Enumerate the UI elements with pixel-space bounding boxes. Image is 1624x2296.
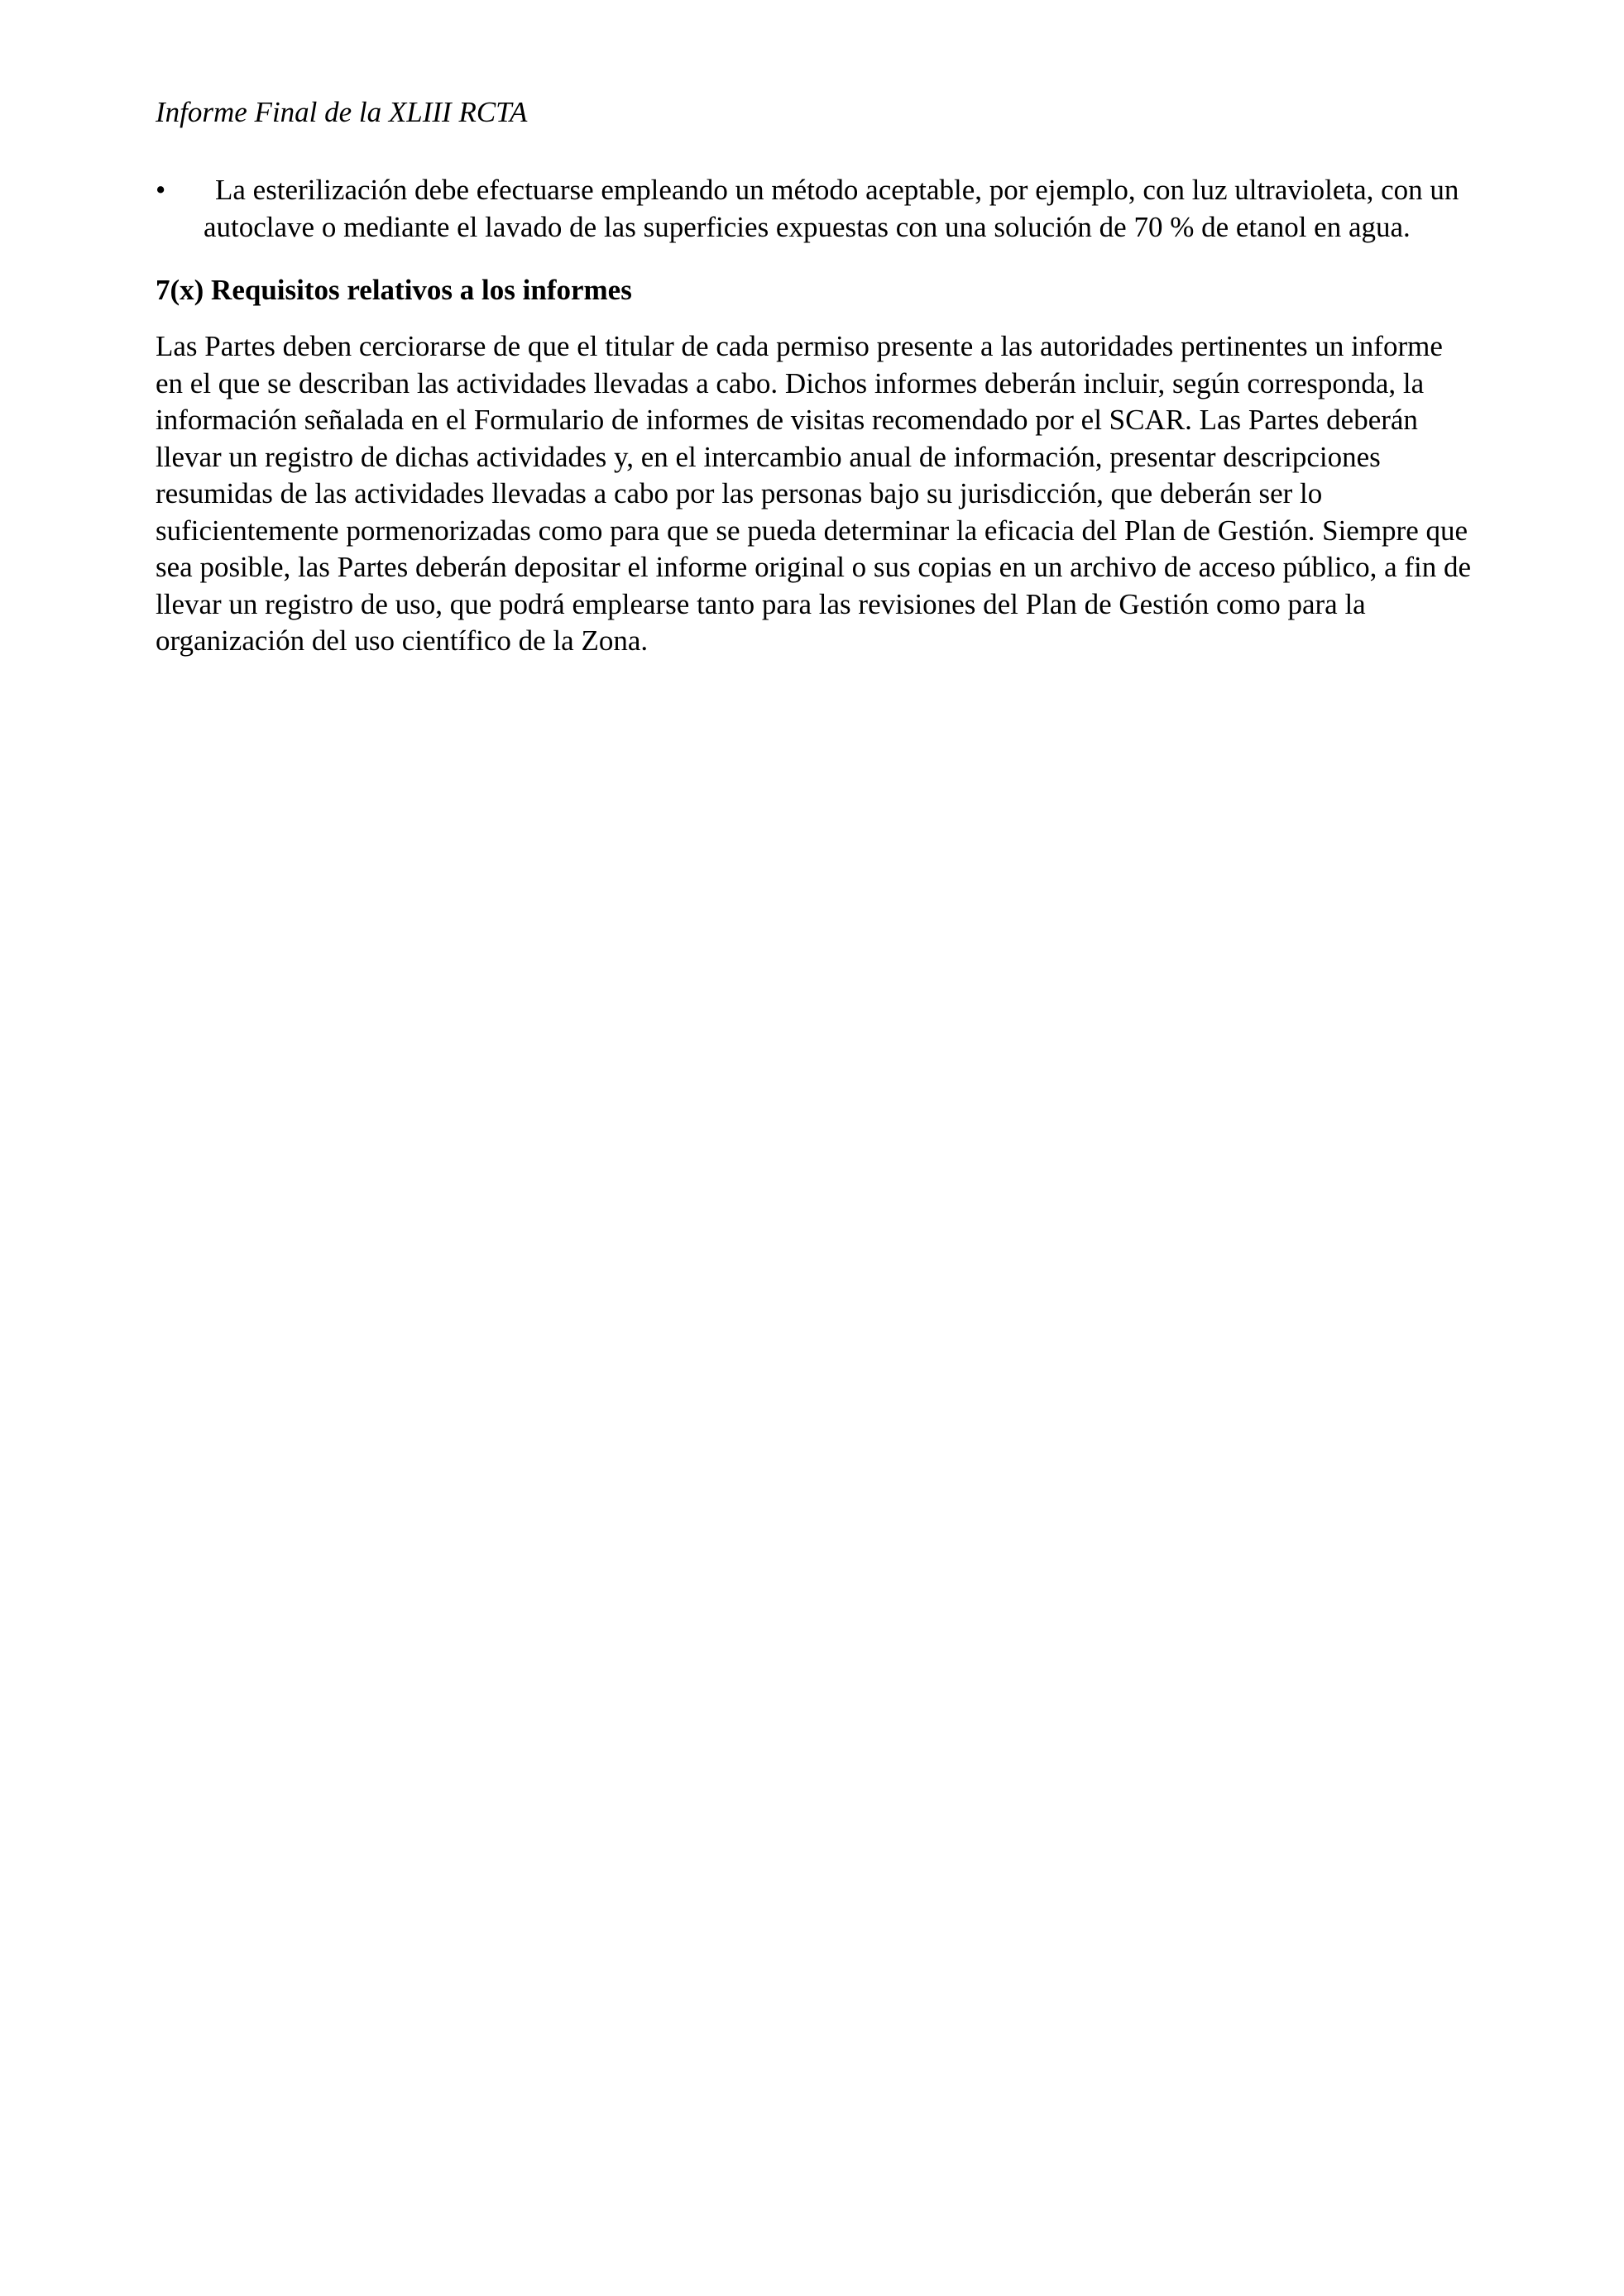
bullet-glyph: • (156, 174, 166, 206)
section-paragraph: Las Partes deben cerciorarse de que el titular de cada permiso presente a las autoridades pertinentes un informe en el que se describan las actividades llevadas a cabo. Dichos informes deberán incluir, según corresponda, la información señalada en el Formulario de informes de visitas recomendado por el SCAR. Las Partes deberán llevar un registro de dichas actividades y, en el intercambio anual de información, presentar descripciones resumidas de las actividades llevadas a cabo por las personas bajo su jurisdicción, que deberán ser lo suficientemente pormenorizadas como para que se pueda determinar la eficacia del Plan de Gestión. Siempre que sea posible, las Partes deberán depositar el informe original o sus copias en un archivo de acceso público, a fin de llevar un registro de uso, que podrá emplearse tanto para las revisiones del Plan de Gestión como para la organización del uso científico de la Zona. (156, 330, 1472, 657)
section-heading: 7(x) Requisitos relativos a los informes (156, 274, 632, 306)
bullet-text: La esterilización debe efectuarse empleando un método aceptable, por ejemplo, con luz ultravioleta, con un autoclave o mediante el lavado de las superficies expuestas con una solución de 70 % de etanol en agua. (204, 174, 1459, 243)
bullet-list (156, 172, 1476, 246)
running-header: Informe Final de la XLIII RCTA (156, 96, 528, 128)
page-content (156, 172, 1476, 660)
bullet-item-sterilization (156, 172, 1476, 246)
